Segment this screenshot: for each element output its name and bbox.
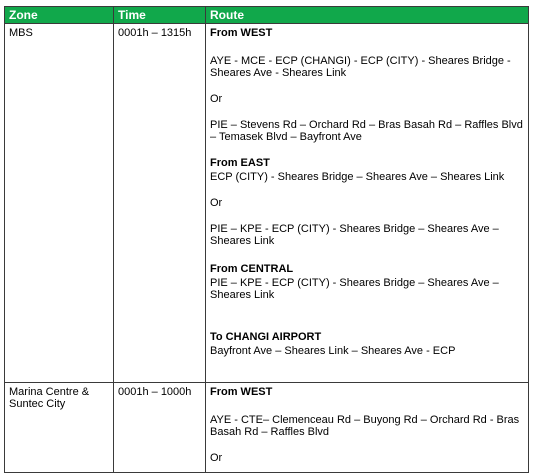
route-heading: To CHANGI AIRPORT [210, 331, 322, 343]
header-row [5, 7, 529, 24]
route-text: AYE - CTE– Clemenceau Rd – Buyong Rd – Orchard Rd - Bras Basah Rd – Raffles Blvd [210, 414, 520, 438]
route-text: PIE – KPE - ECP (CITY) - Sheares Bridge – Sheares Ave – Sheares Link [210, 277, 499, 301]
route-heading: From WEST [210, 386, 273, 398]
route-cell [206, 383, 529, 473]
time-cell: 0001h – 1000h [114, 383, 206, 473]
route-table [4, 6, 529, 473]
route-text: Bayfront Ave – Sheares Link – Sheares Ave - ECP [210, 345, 456, 357]
zone-cell: Marina Centre & Suntec City [5, 383, 114, 473]
route-or: Or [210, 197, 223, 209]
route-heading: From CENTRAL [210, 263, 294, 275]
route-text: PIE – KPE - ECP (CITY) - Sheares Bridge – Sheares Ave – Sheares Link [210, 223, 499, 247]
header-zone: Zone [5, 7, 114, 24]
route-cell [206, 24, 529, 383]
route-or: Or [210, 452, 223, 464]
zone-cell: MBS [5, 24, 114, 383]
route-or: Or [210, 93, 223, 105]
table-row [5, 383, 529, 473]
route-heading: From EAST [210, 157, 270, 169]
route-text: PIE – Stevens Rd – Orchard Rd – Bras Basah Rd – Raffles Blvd – Temasek Blvd – Bayfront Ave [210, 119, 523, 143]
header-route: Route [206, 7, 529, 24]
route-text: ECP (CITY) - Sheares Bridge – Sheares Ave – Sheares Link [210, 171, 505, 183]
route-heading: From WEST [210, 27, 273, 39]
header-time: Time [114, 7, 206, 24]
route-text: AYE - MCE - ECP (CHANGI) - ECP (CITY) - Sheares Bridge - Sheares Ave - Sheares Link [210, 55, 511, 79]
time-cell: 0001h – 1315h [114, 24, 206, 383]
table-row [5, 24, 529, 383]
